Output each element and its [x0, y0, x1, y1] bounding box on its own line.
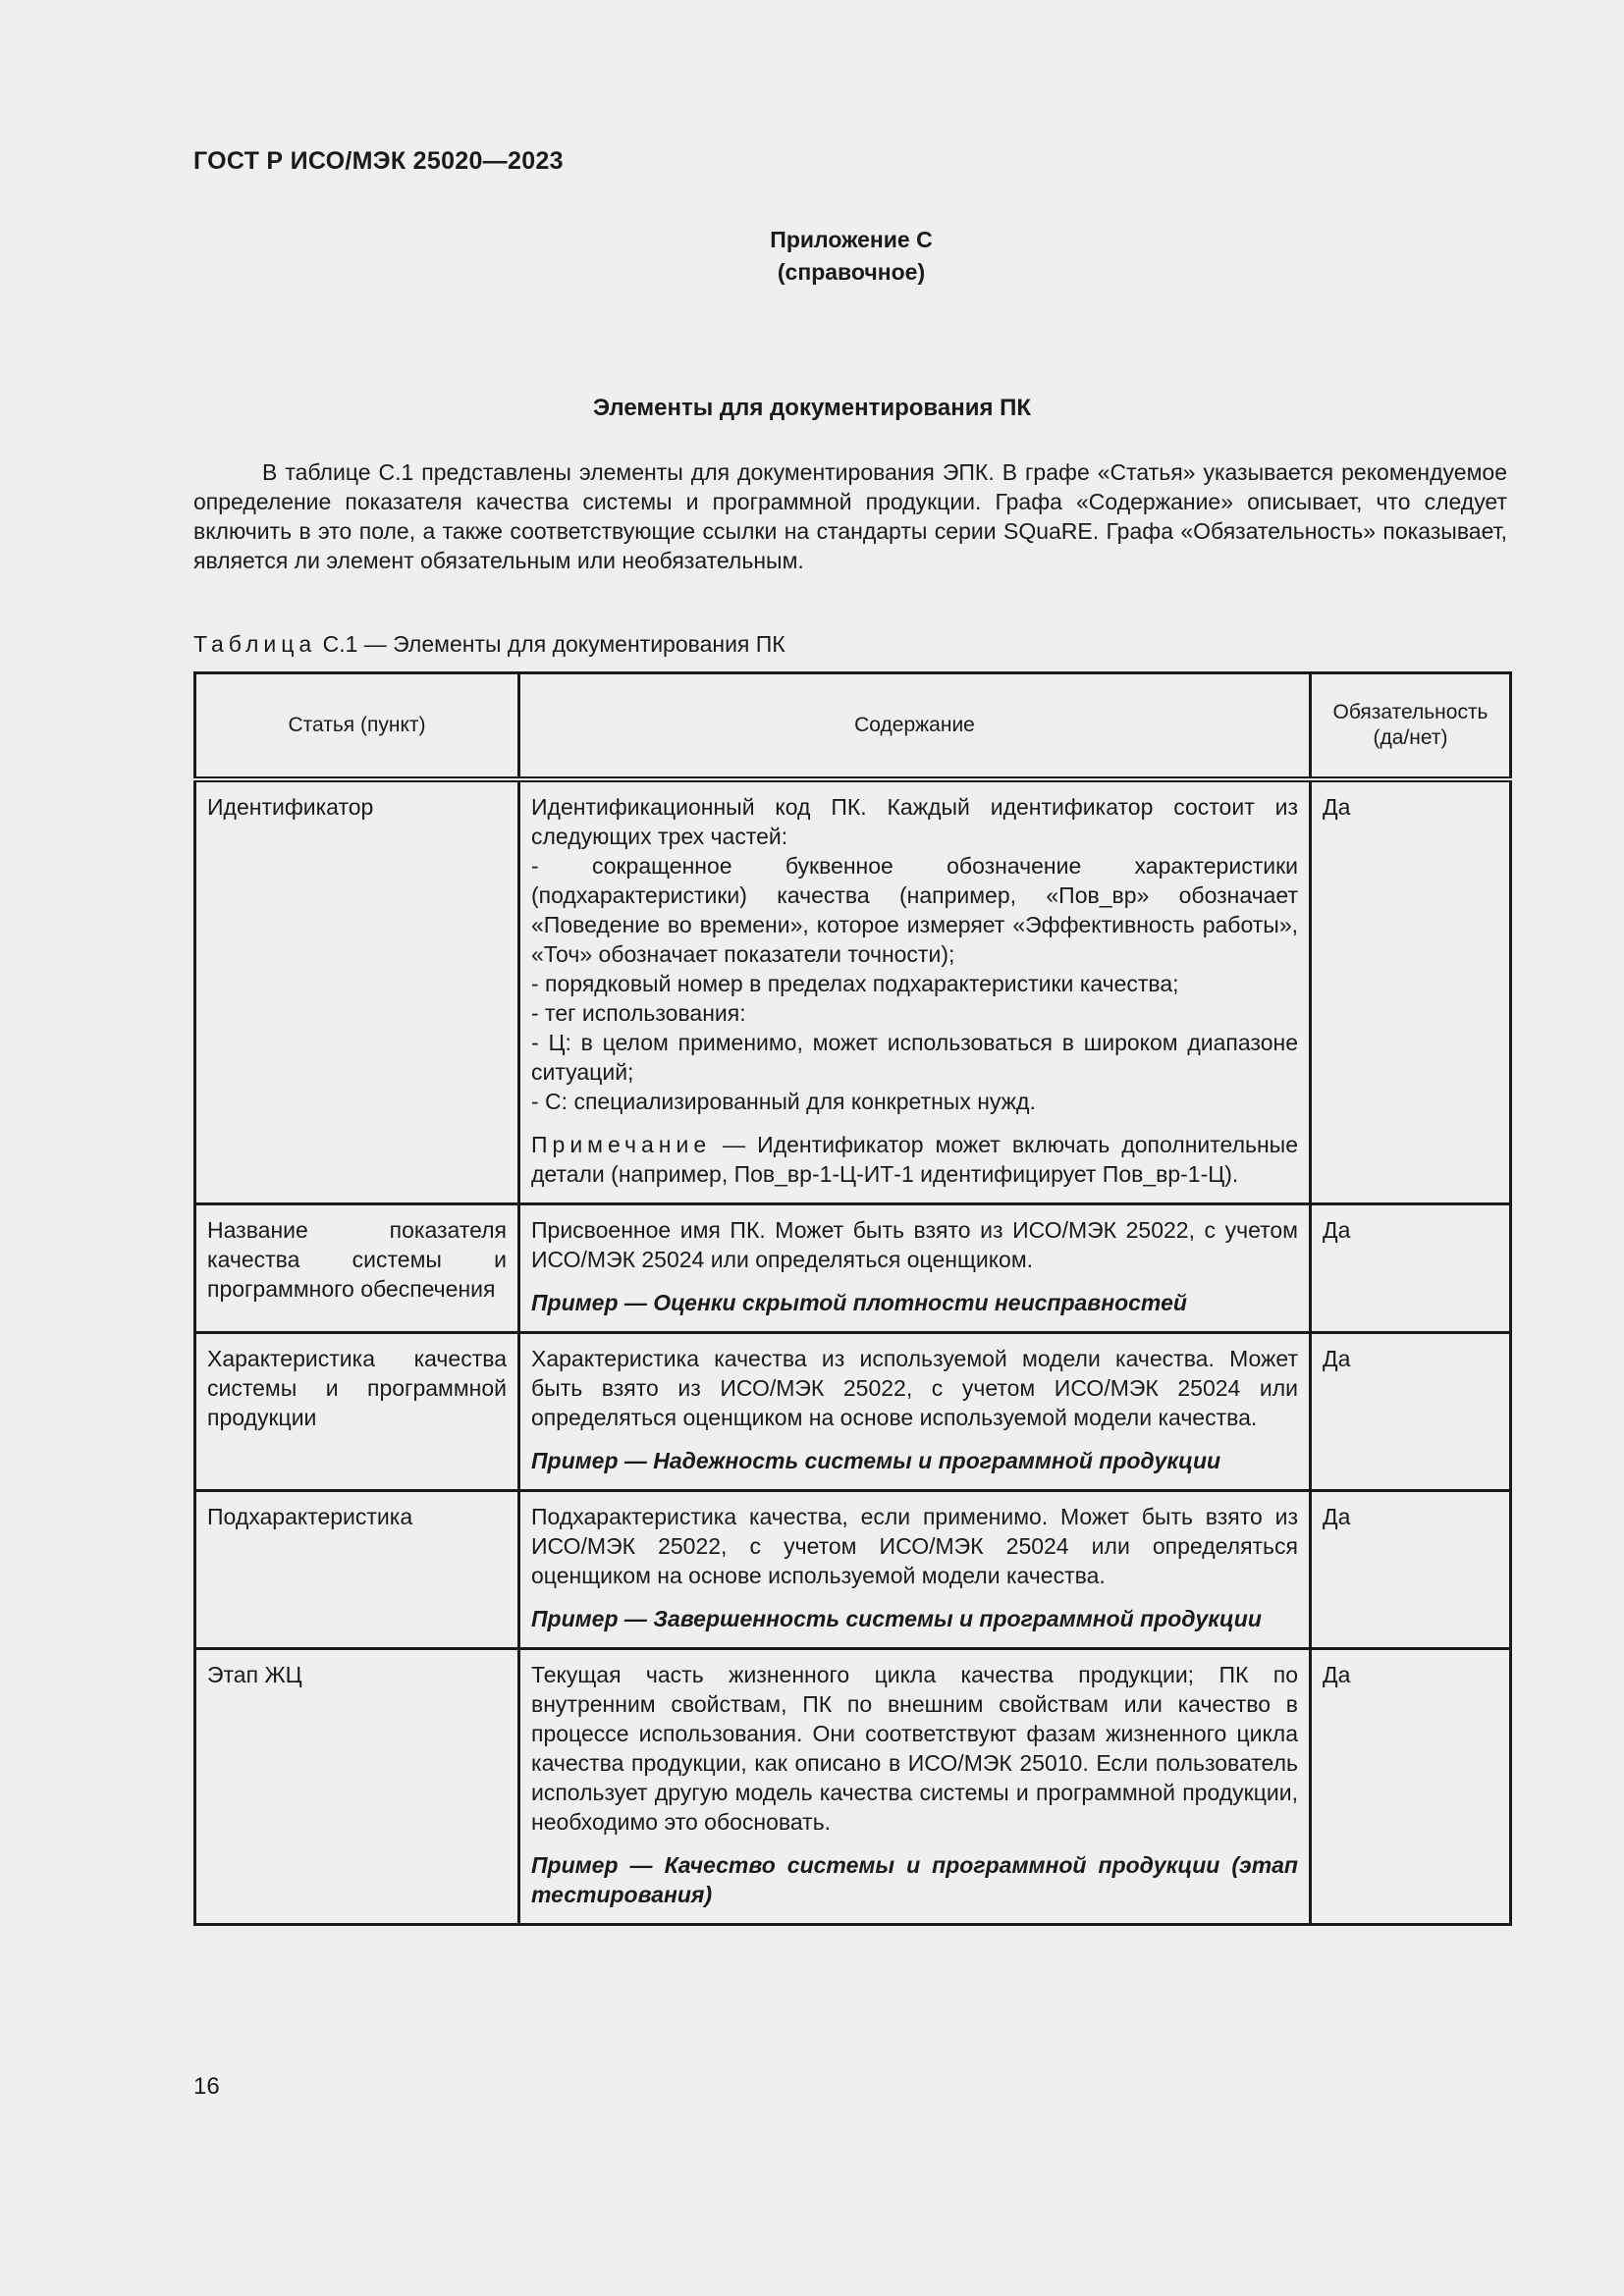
- header-required: Обязательность (да/нет): [1311, 673, 1511, 780]
- list-item: - порядковый номер в пределах подхарактеристики качества;: [531, 971, 1179, 996]
- example-text: Пример — Качество системы и программной продукции (этап тестирования): [531, 1852, 1298, 1907]
- note: [531, 1130, 1298, 1189]
- table-caption-label: Таблица: [193, 631, 317, 657]
- table-caption-text: С.1 — Элементы для документирования ПК: [322, 631, 785, 657]
- list-item: - С: специализированный для конкретных нужд.: [531, 1089, 1036, 1114]
- row-content: [519, 779, 1311, 1204]
- table-caption: [193, 631, 785, 658]
- list-item: - тег использования:: [531, 1000, 746, 1026]
- page-number: 16: [193, 2073, 220, 2100]
- content-text: Идентификационный код ПК. Каждый идентификатор состоит из следующих трех частей:: [531, 794, 1298, 849]
- table-row: [195, 1204, 1511, 1333]
- row-content: [519, 1491, 1311, 1649]
- header-article: Статья (пункт): [195, 673, 519, 780]
- row-required: Да: [1311, 1491, 1511, 1649]
- row-required: Да: [1311, 1649, 1511, 1925]
- row-required: Да: [1311, 1204, 1511, 1333]
- row-article: Характеристика качества системы и программной продукции: [195, 1333, 519, 1491]
- list-item: - сокращенное буквенное обозначение характеристики (подхарактеристики) качества (например, «Пов_вр» обозначает «Поведение во времени», которое измеряет «Эффективность работы», «Точ» обозначает показатели точности);: [531, 853, 1298, 967]
- row-article: Этап ЖЦ: [195, 1649, 519, 1925]
- annex-type: (справочное): [777, 259, 926, 285]
- header-content: Содержание: [519, 673, 1311, 780]
- list-item: - Ц: в целом применимо, может использоваться в широком диапазоне ситуаций;: [531, 1030, 1298, 1085]
- content-text: Подхарактеристика качества, если применимо. Может быть взято из ИСО/МЭК 25022, с учетом ИСО/МЭК 25024 или определяться оценщиком на основе используемой модели качества.: [531, 1504, 1298, 1588]
- table-row: [195, 1649, 1511, 1925]
- intro-paragraph: В таблице С.1 представлены элементы для документирования ЭПК. В графе «Статья» указывается рекомендуемое определение показателя качества системы и программной продукции. Графа «Содержание» описывает, что следует включить в это поле, а также соответствующие ссылки на стандарты серии SQuaRE. Графа «Обязательность» показывает, является ли элемент обязательным или необязательным.: [193, 459, 1507, 573]
- content-text: Характеристика качества из используемой модели качества. Может быть взято из ИСО/МЭК 25022, с учетом ИСО/МЭК 25024 или определяться оценщиком на основе используемой модели качества.: [531, 1346, 1298, 1430]
- example-text: Пример — Надежность системы и программной продукции: [531, 1448, 1221, 1473]
- row-content: [519, 1333, 1311, 1491]
- section-title: Элементы для документирования ПК: [592, 395, 1032, 421]
- annex-heading: [0, 224, 1624, 289]
- example-text: Пример — Завершенность системы и программной продукции: [531, 1606, 1262, 1631]
- row-article: Название показателя качества системы и программного обеспечения: [195, 1204, 519, 1333]
- note-text: — Идентификатор может включать дополнительные детали (например, Пов_вр-1-Ц-ИТ-1 идентифицирует Пов_вр-1-Ц).: [531, 1132, 1298, 1187]
- example-text: Пример — Оценки скрытой плотности неисправностей: [531, 1290, 1187, 1315]
- table-row: [195, 779, 1511, 1204]
- standard-header: ГОСТ Р ИСО/МЭК 25020—2023: [193, 147, 564, 175]
- row-content: [519, 1204, 1311, 1333]
- content-text: Текущая часть жизненного цикла качества продукции; ПК по внутренним свойствам, ПК по внешним свойствам или качество в процессе использования. Они соответствуют фазам жизненного цикла качества продукции, как описано в ИСО/МЭК 25010. Если пользователь использует другую модель качества системы и программной продукции, необходимо это обосновать.: [531, 1662, 1298, 1835]
- content-text: Присвоенное имя ПК. Может быть взято из ИСО/МЭК 25022, с учетом ИСО/МЭК 25024 или определяться оценщиком.: [531, 1217, 1298, 1272]
- note-label: Примечание: [531, 1132, 712, 1157]
- row-article: Идентификатор: [195, 779, 519, 1204]
- annex-title: Приложение С: [770, 227, 933, 252]
- table-row: [195, 1491, 1511, 1649]
- row-article: Подхарактеристика: [195, 1491, 519, 1649]
- row-content: [519, 1649, 1311, 1925]
- elements-table: [193, 671, 1512, 1926]
- table-header-row: [195, 673, 1511, 780]
- row-required: Да: [1311, 779, 1511, 1204]
- table-row: [195, 1333, 1511, 1491]
- row-required: Да: [1311, 1333, 1511, 1491]
